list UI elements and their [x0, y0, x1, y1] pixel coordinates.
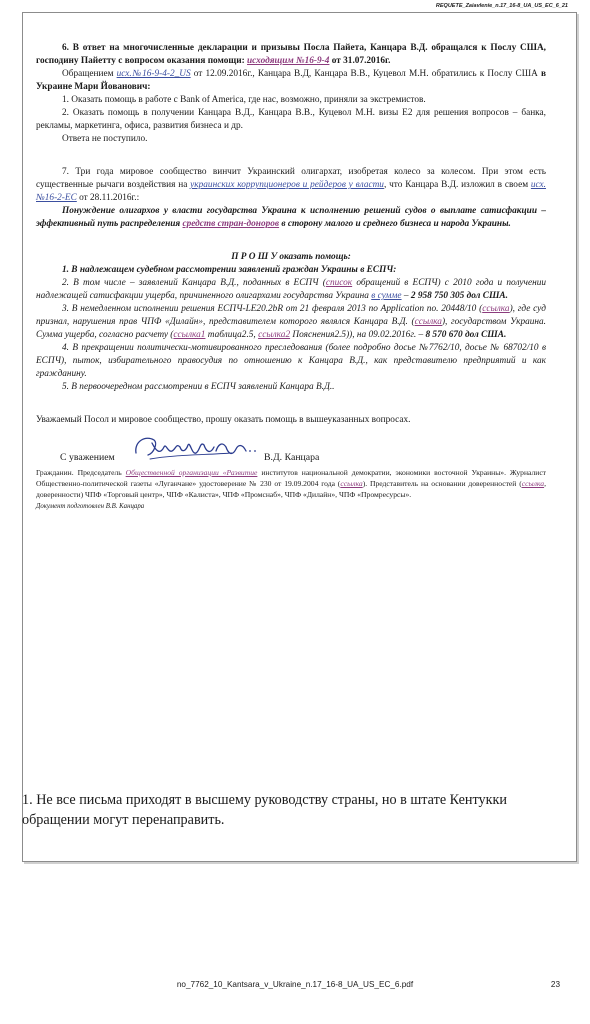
request-item1: 1. В надлежащем судебном рассмотрении заявлений граждан Украины в ЕСПЧ:	[62, 265, 397, 275]
closing-line: Уважаемый Посол и мировое сообщество, прошу оказать помощь в вышеуказанных вопросах.	[36, 415, 411, 425]
prepared-by: Документ подготовлен В.В. Канцара	[36, 503, 145, 510]
section7-paragraph: 7. Три года мировое сообщество винчит Украинский олигархат, изобретая колесо за колесом. При этом есть существенные рычаги воздействия на украинских коррупционеров и рейдеров у власти, что Канцара В.Д. изложил в своем исх.№16-2-EC от 28.11.2016г.:	[36, 167, 547, 203]
signature-name: В.Д. Канцара	[264, 452, 320, 463]
signer-credentials: Гражданин. Председатель Общественной организации «Развитие институтов национальной демократии, экономики восточной Украины». Журналист Общественно-политической газеты «Луганчане» удостоверение № 230 от 19.09.2004 года (ссылка). Представитель на основании доверенностей (ссылка, доверенности) ЧПФ «Торговый центр», ЧПФ «Калиста», ЧПФ «Промснаб», ЧПФ «Дилайн», ЧПФ «Промресурсы».	[36, 468, 547, 499]
appeal-link[interactable]: исх.№16-9-4-2_US	[116, 69, 191, 79]
request-item5: 5. В первоочередном рассмотрении в ЕСПЧ заявлений Канцара В.Д..	[62, 382, 335, 392]
section6-no-answer: Ответа не поступило.	[62, 134, 148, 144]
press-id-link[interactable]: ссылка	[340, 479, 363, 488]
signature-greeting: С уважением	[60, 452, 115, 463]
footnote: 1. Не все письма приходят в высшему руководству страны, но в штате Кентукки обращении могут перенаправить.	[22, 792, 507, 828]
footer-filename: no_7762_10_Kantsara_v_Ukraine_n.17_16-8_UA_US_EC_6.pdf	[176, 980, 414, 989]
section6-heading: 6. В ответ на многочисленные декларации и призывы Посла Пайета, Канцара В.Д. обращался к Послу США, господину Пайетту с вопросом оказания помощи: исходящим №16-9-4 от 31.07.2016г.	[36, 43, 546, 66]
calculation-link-1[interactable]: ссылка1	[173, 330, 206, 340]
donor-funds-link[interactable]: средств стран-доноров	[182, 219, 280, 229]
document-reference: REQUETE_Zaiavlenie_n.17_16-8_UA_US_EC_6_21	[435, 3, 568, 9]
section7-quote: Понуждение олигархов у власти государства Украина к исполнению решений судов о выплате сатисфакции – эффективный путь распределения средств стран-доноров в сторону малого и среднего бизнеса и народа Украины.	[36, 206, 546, 229]
representative-link[interactable]: ссылка	[414, 317, 442, 327]
handwritten-signature-icon	[132, 431, 262, 467]
judgment-link[interactable]: ссылка	[482, 304, 510, 314]
organization-link[interactable]: Общественной организации «Развитие	[125, 468, 258, 477]
request-item3: 3. В немедленном исполнении решения ЕСПЧ-LE20.2bR от 21 февраля 2013 по Application no. 20448/10 (ссылка), где суд признал, нарушения прав ЧПФ «Дилайн», представителем которого являлся Канцара В.Д. (ссылка), государством Украина. Сумма ущерба, согласно расчету (ссылка1 таблица2.5, ссылка2 Пояснения2.5)), на 09.02.2016г. – 8 570 670 дол США.	[36, 304, 546, 340]
power-of-attorney-link[interactable]: ссылка	[521, 479, 545, 488]
section6-item1: 1. Оказать помощь в работе с Bank of America, где нас, возможно, приняли за экстремистов.	[62, 95, 426, 105]
request-item2: 2. В том числе – заявлений Канцара В.Д., поданных в ЕСПЧ (список обращений в ЕСПЧ) с 2010 года и получении надлежащей сатисфакции ущерба, причиненного олигархами государства Украина в сумме – 2 958 750 305 дол США.	[36, 278, 546, 301]
sum-link[interactable]: в сумме	[371, 291, 402, 301]
ec-letter-link[interactable]: исх.№16-2-EC	[36, 180, 547, 203]
page-number: 23	[550, 980, 560, 989]
applications-list-link[interactable]: список	[325, 278, 353, 288]
calculation-link-2[interactable]: ссылка2	[258, 330, 291, 340]
request-heading: П Р О Ш У оказать помощь:	[231, 252, 351, 262]
outgoing-letter-link[interactable]: исходящим №16-9-4	[247, 56, 330, 66]
corruption-link[interactable]: украинских коррупционеров и рейдеров у власти	[190, 180, 384, 190]
section6-item2: 2. Оказать помощь в получении Канцара В.Д., Канцара В.В., Куцевол М.Н. визы Е2 для решения вопросов – банка, рекламы, маркетинга, офиса, развития бизнеса и др.	[36, 108, 546, 131]
signature-block	[36, 437, 546, 467]
section6-appeal: Обращением исх.№16-9-4-2_US от 12.09.2016г., Канцара В.Д, Канцара В.В., Куцевол М.Н. обратились к Послу США в Украине Мари Йованович:	[36, 69, 546, 92]
letter-content	[36, 42, 546, 513]
request-item4: 4. В прекращении политически-мотивированного преследования (более подробно досье №7762/10, досье № 68702/10 в ЕСПЧ), пыток, избирательного правосудия по отношению к Канцара В.Д., как представителю предприятий и как гражданину.	[36, 343, 546, 379]
